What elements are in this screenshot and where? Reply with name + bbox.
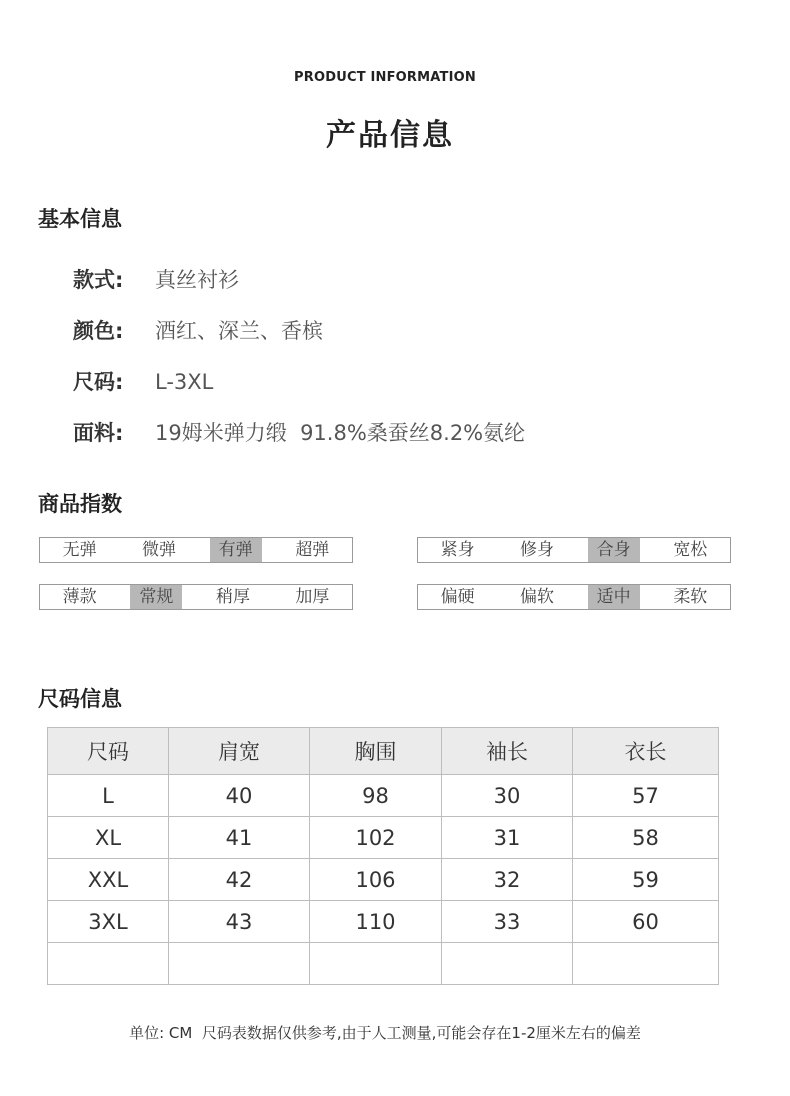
column-header: 肩宽 (169, 728, 310, 775)
info-row-style (73, 265, 239, 295)
scale-option: 加厚 (295, 587, 330, 607)
table-cell: 43 (169, 901, 310, 943)
table-cell: 106 (310, 859, 442, 901)
scale-option: 稍厚 (215, 587, 250, 607)
table-cell: 31 (442, 817, 573, 859)
scale-option: 薄款 (62, 587, 97, 607)
table-row (48, 943, 719, 985)
scale-option: 微弹 (141, 540, 176, 560)
table-cell: 98 (310, 775, 442, 817)
page-title: 产品信息 (326, 118, 454, 153)
column-header: 尺码 (48, 728, 169, 775)
fit-scale (417, 537, 731, 563)
info-value: 真丝衬衫 (155, 268, 239, 292)
softness-scale (417, 584, 731, 610)
table-cell: 41 (169, 817, 310, 859)
info-label: 尺码: (73, 370, 124, 394)
size-info-heading: 尺码信息 (38, 687, 122, 711)
scale-option: 合身 (588, 538, 640, 562)
table-row (48, 901, 719, 943)
table-cell: 60 (573, 901, 719, 943)
table-cell: 58 (573, 817, 719, 859)
column-header: 衣长 (573, 728, 719, 775)
info-label: 面料: (73, 421, 124, 445)
table-cell: 33 (442, 901, 573, 943)
scale-option: 修身 (519, 540, 554, 560)
info-value: 19姆米弹力缎 91.8%桑蚕丝8.2%氨纶 (155, 421, 526, 445)
product-index-heading: 商品指数 (38, 492, 122, 516)
table-row (48, 817, 719, 859)
scale-option: 超弹 (295, 540, 330, 560)
table-header-row (48, 728, 719, 775)
table-cell: L (48, 775, 169, 817)
english-title: PRODUCT INFORMATION (294, 70, 476, 85)
table-cell: XL (48, 817, 169, 859)
scale-option: 柔软 (673, 587, 708, 607)
table-cell: 40 (169, 775, 310, 817)
scale-option: 常规 (130, 585, 182, 609)
table-cell (310, 943, 442, 985)
scale-option: 紧身 (440, 540, 475, 560)
info-label: 款式: (73, 268, 124, 292)
info-row-size (73, 367, 213, 397)
scale-option: 偏硬 (440, 587, 475, 607)
scale-option: 无弹 (62, 540, 97, 560)
basic-info-heading: 基本信息 (38, 207, 122, 231)
size-table (47, 727, 719, 985)
column-header: 袖长 (442, 728, 573, 775)
scale-option: 有弹 (210, 538, 262, 562)
table-cell: 110 (310, 901, 442, 943)
table-cell: XXL (48, 859, 169, 901)
info-label: 颜色: (73, 319, 124, 343)
table-cell: 3XL (48, 901, 169, 943)
info-value: L-3XL (155, 370, 214, 394)
table-cell (442, 943, 573, 985)
table-cell: 32 (442, 859, 573, 901)
table-cell: 42 (169, 859, 310, 901)
table-cell: 102 (310, 817, 442, 859)
info-row-fabric (73, 418, 525, 448)
scale-option: 宽松 (673, 540, 708, 560)
info-value: 酒红、深兰、香槟 (155, 319, 323, 343)
column-header: 胸围 (310, 728, 442, 775)
scale-option: 偏软 (519, 587, 554, 607)
table-row (48, 859, 719, 901)
table-cell (169, 943, 310, 985)
table-cell: 59 (573, 859, 719, 901)
elasticity-scale (39, 537, 353, 563)
scale-option: 适中 (588, 585, 640, 609)
table-cell (48, 943, 169, 985)
table-cell (573, 943, 719, 985)
thickness-scale (39, 584, 353, 610)
table-cell: 57 (573, 775, 719, 817)
measurement-note: 单位: CM 尺码表数据仅供参考,由于人工测量,可能会存在1-2厘米左右的偏差 (129, 1024, 641, 1042)
table-cell: 30 (442, 775, 573, 817)
info-row-color (73, 316, 323, 346)
table-row (48, 775, 719, 817)
